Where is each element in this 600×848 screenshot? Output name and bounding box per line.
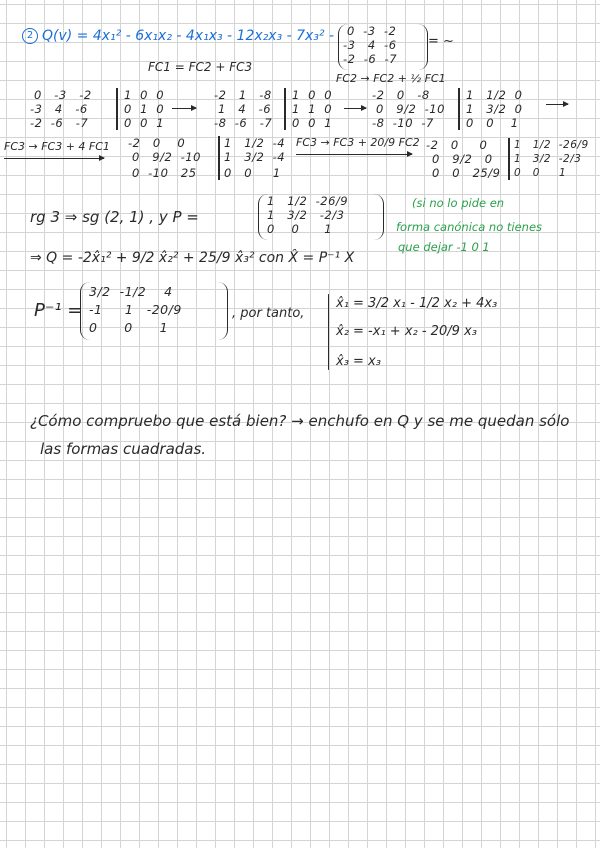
aug2-r0: 1 0 0 — [292, 88, 333, 102]
aug5-l0: -2 0 0 — [426, 138, 488, 152]
matrix-p-row-1: 1 1/2 -26/9 — [267, 194, 349, 208]
aug4-l0: -2 0 0 — [128, 136, 186, 150]
aug1-l1: -3 4 -6 — [30, 102, 88, 116]
matrix-p — [258, 194, 384, 240]
aug5-r0: 1 1/2 -26/9 — [514, 139, 589, 151]
matrix-pinv-row-3: 0 0 1 — [89, 320, 169, 335]
rank-signature: rg 3 ⇒ sg (2, 1) , y P = — [30, 208, 199, 226]
system-brace — [328, 294, 329, 370]
aug1-l0: 0 -3 -2 — [34, 88, 92, 102]
green-note-line-3: que dejar -1 0 1 — [398, 240, 490, 254]
aug4-r0: 1 1/2 -4 — [224, 136, 286, 150]
canonical-form: ⇒ Q = -2x̂₁² + 9/2 x̂₂² + 25/9 x̂₃² con X̂ = P⁻¹ X — [30, 250, 355, 266]
aug1-r0: 1 0 0 — [124, 88, 165, 102]
approx-sign: = ~ — [428, 34, 454, 49]
aug2-l2: -8 -6 -7 — [214, 116, 273, 130]
arrow-4 — [4, 158, 104, 159]
arrow-3 — [546, 104, 568, 105]
arrow-1 — [172, 108, 196, 109]
aug4-l1: 0 9/2 -10 — [132, 150, 201, 164]
green-note-line-2: forma canónica no tienes — [396, 220, 543, 234]
check-line-1: ¿Cómo compruebo que está bien? → enchufo en Q y se me quedan sólo — [30, 412, 570, 430]
aug1-r2: 0 0 1 — [124, 116, 165, 130]
change-var-2: x̂₂ = -x₁ + x₂ - 20/9 x₃ — [336, 324, 477, 339]
aug2-l0: -2 1 -8 — [214, 88, 272, 102]
quadratic-form: Q(v) = 4x₁² - 6x₁x₂ - 4x₁x₃ - 12x₂x₃ - 7x₃² - — [42, 28, 335, 44]
aug1-r1: 0 1 0 — [124, 102, 165, 116]
aug5-r2: 0 0 1 — [514, 167, 567, 179]
aug1-divider — [116, 88, 118, 130]
op-fc3-a: FC3 → FC3 + 4 FC1 — [4, 140, 110, 153]
aug4-divider — [218, 136, 220, 180]
p-inverse-label: P⁻¹ = — [34, 300, 83, 321]
aug4-r1: 1 3/2 -4 — [224, 150, 286, 164]
matrix-a — [338, 24, 428, 70]
arrow-5 — [296, 154, 412, 155]
op-fc2: FC2 → FC2 + ½ FC1 — [336, 72, 446, 85]
por-tanto: , por tanto, — [232, 306, 305, 321]
problem-number: 2 — [22, 28, 38, 44]
aug3-r2: 0 0 1 — [466, 116, 519, 130]
arrow-2 — [344, 108, 366, 109]
matrix-a-row-3: -2 -6 -7 — [343, 52, 398, 66]
aug5-divider — [508, 138, 510, 180]
aug3-divider — [458, 88, 460, 130]
green-note-line-1: (si no lo pide en — [412, 196, 505, 210]
aug4-r2: 0 0 1 — [224, 166, 281, 180]
aug2-l1: 1 4 -6 — [218, 102, 272, 116]
aug2-r1: 1 1 0 — [292, 102, 333, 116]
matrix-pinv-row-1: 3/2 -1/2 4 — [89, 284, 173, 299]
matrix-a-row-2: -3 4 -6 — [343, 38, 397, 52]
aug2-r2: 0 0 1 — [292, 116, 333, 130]
aug5-l1: 0 9/2 0 — [432, 152, 493, 166]
check-line-2: las formas cuadradas. — [40, 440, 207, 458]
aug3-l0: -2 0 -8 — [372, 88, 430, 102]
aug5-l2: 0 0 25/9 — [432, 166, 501, 180]
matrix-p-row-3: 0 0 1 — [267, 222, 333, 236]
aug3-l2: -8 -10 -7 — [372, 116, 434, 130]
change-var-3: x̂₃ = x₃ — [336, 354, 381, 369]
aug3-r0: 1 1/2 0 — [466, 88, 523, 102]
matrix-p-row-2: 1 3/2 -2/3 — [267, 208, 345, 222]
aug1-l2: -2 -6 -7 — [30, 116, 89, 130]
aug2-divider — [284, 88, 286, 130]
op-fc1: FC1 = FC2 + FC3 — [148, 60, 253, 74]
matrix-p-inverse — [80, 282, 228, 340]
change-var-1: x̂₁ = 3/2 x₁ - 1/2 x₂ + 4x₃ — [336, 296, 498, 311]
aug3-l1: 0 9/2 -10 — [376, 102, 445, 116]
aug3-r1: 1 3/2 0 — [466, 102, 523, 116]
aug5-r1: 1 3/2 -2/3 — [514, 153, 582, 165]
matrix-pinv-row-2: -1 1 -20/9 — [89, 302, 182, 317]
op-fc3-b: FC3 → FC3 + 20/9 FC2 — [296, 136, 420, 149]
aug4-l2: 0 -10 25 — [132, 166, 197, 180]
matrix-a-row-1: 0 -3 -2 — [347, 24, 397, 38]
